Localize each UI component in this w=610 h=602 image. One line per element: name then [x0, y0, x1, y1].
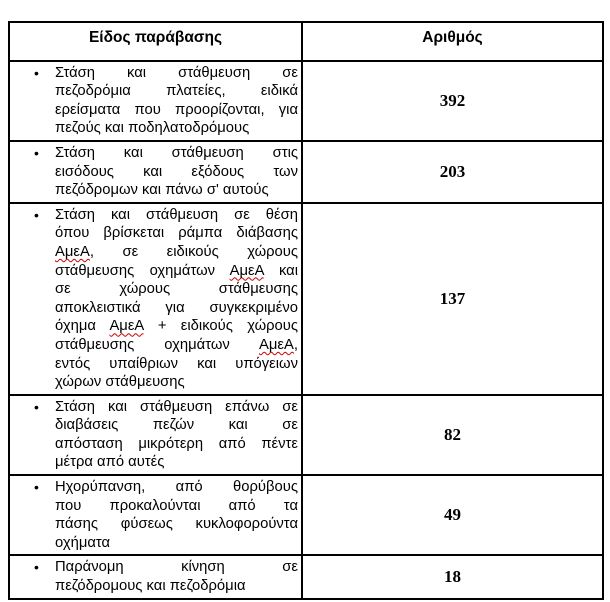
violation-text-line: πάσης φύσεως κυκλοφορούντα	[55, 516, 298, 533]
misspelled-word: ΑμεΑ	[229, 262, 264, 279]
table-row	[9, 475, 603, 555]
violation-text-line: πεζούς και ποδηλατοδρόμους	[55, 120, 250, 137]
violation-text	[55, 144, 298, 200]
violation-text-line: πεζοδρόμια πλατείες, ειδικά	[55, 83, 298, 100]
bullet-icon: •	[34, 559, 39, 576]
violation-description-cell	[9, 141, 302, 203]
violation-list-item	[10, 398, 298, 472]
violation-text-line: Ηχορύπανση, από θορύβους	[55, 479, 298, 496]
violation-count: 137	[302, 203, 603, 395]
violation-text-line: διαβάσεις πεζών και σε	[55, 417, 298, 434]
violation-text-line: ερείσματα που προορίζονται, για	[55, 101, 298, 118]
violation-list-item	[10, 206, 298, 392]
violation-text-line: Στάση και στάθμευση σε	[55, 64, 298, 81]
misspelled-word: ΑμεΑ	[55, 243, 90, 260]
violation-text-line: μέτρα από αυτές	[55, 454, 165, 471]
violation-text-line: ΑμεΑ, σε ειδικούς χώρους	[55, 243, 298, 260]
violation-text-line: στάθμευσης οχημάτων ΑμεΑ,	[55, 336, 298, 353]
violation-text	[55, 206, 298, 392]
violation-text	[55, 64, 298, 138]
violation-text-line: πεζόδρομων και πάνω σ' αυτούς	[55, 182, 269, 199]
count-header: Αριθμός	[302, 22, 603, 61]
violation-count: 18	[302, 555, 603, 598]
violation-list-item	[10, 558, 298, 595]
violation-list-item	[10, 144, 298, 200]
violation-count: 49	[302, 475, 603, 555]
violation-text-line: οχήματα	[55, 534, 111, 551]
violation-text-line: αποκλειστικά για συγκεκριμένο	[55, 299, 298, 316]
violation-text-line: Παράνομη κίνηση σε	[55, 559, 298, 576]
table-row	[9, 141, 603, 203]
violation-count: 392	[302, 61, 603, 141]
violation-text-line: όπου βρίσκεται ράμπα διάβασης	[55, 225, 298, 242]
violation-text	[55, 558, 298, 595]
violation-text-line: εντός υπαίθριων και υπόγειων	[55, 355, 298, 372]
misspelled-word: ΑμεΑ	[109, 318, 144, 335]
bullet-icon: •	[34, 398, 39, 415]
misspelled-word: ΑμεΑ	[259, 336, 294, 353]
violation-description-cell	[9, 475, 302, 555]
violation-text-line: απόσταση μικρότερη από πέντε	[55, 435, 298, 452]
bullet-icon: •	[34, 64, 39, 81]
table-row	[9, 203, 603, 395]
violation-text-line: όχημα ΑμεΑ + ειδικούς χώρους	[55, 318, 298, 335]
violation-count: 203	[302, 141, 603, 203]
violation-text-line: Στάση και στάθμευση στις	[55, 144, 298, 161]
violation-text-line: που προκαλούνται από τα	[55, 497, 298, 514]
violation-text-line: Στάση και στάθμευση επάνω σε	[55, 398, 298, 415]
bullet-icon: •	[34, 479, 39, 496]
bullet-icon: •	[34, 206, 39, 223]
violation-description-cell	[9, 203, 302, 395]
table-row	[9, 61, 603, 141]
violation-text-line: πεζόδρομους και πεζοδρόμια	[55, 578, 246, 595]
violation-description-cell	[9, 555, 302, 598]
violation-text	[55, 478, 298, 552]
violation-text-line: εισόδους και εξόδους των	[55, 163, 298, 180]
violation-text	[55, 398, 298, 472]
table-header-row	[9, 22, 603, 61]
violation-description-cell	[9, 395, 302, 475]
violation-text-line: Στάση και στάθμευση σε θέση	[55, 206, 298, 223]
bullet-icon: •	[34, 144, 39, 161]
violation-type-header: Είδος παράβασης	[9, 22, 302, 61]
violation-text-line: στάθμευσης οχημάτων ΑμεΑ και	[55, 262, 298, 279]
violation-description-cell	[9, 61, 302, 141]
violation-list-item	[10, 478, 298, 552]
violations-table	[8, 21, 604, 600]
violation-list-item	[10, 64, 298, 138]
violation-count: 82	[302, 395, 603, 475]
violation-text-line: χώρων στάθμευσης	[55, 374, 185, 391]
table-row	[9, 555, 603, 598]
table-row	[9, 395, 603, 475]
violation-text-line: σε χώρους στάθμευσης	[55, 281, 298, 298]
